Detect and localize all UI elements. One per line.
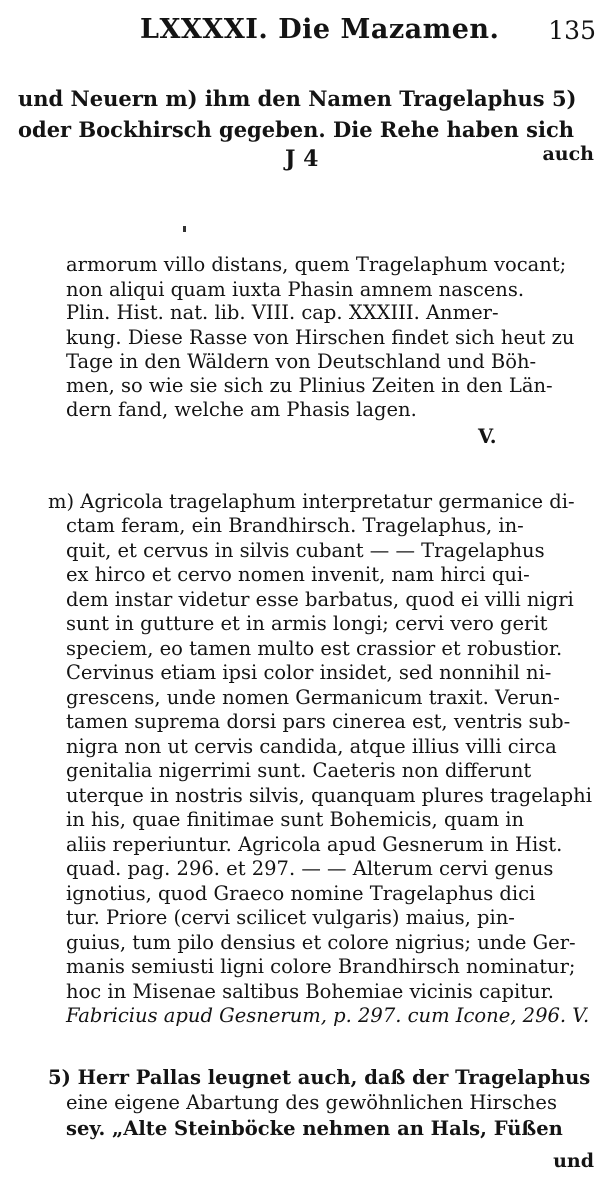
note-line: grescens, unde nomen Germanicum traxit. Verun- xyxy=(66,686,560,709)
note-line: sey. „Alte Steinböcke nehmen an Hals, Füßen xyxy=(66,1117,563,1140)
running-header xyxy=(0,14,614,54)
note-line: Fabricius apud Gesnerum, p. 297. cum Icone, 296. V. xyxy=(66,1004,590,1027)
note-line: eine eigene Abartung des gewöhnlichen Hirsches xyxy=(66,1091,557,1114)
ink-speck xyxy=(183,226,186,232)
note-line: dem instar videtur esse barbatus, quod ei villi nigri xyxy=(66,588,574,611)
note-end-mark: V. xyxy=(478,425,497,448)
note-line: aliis reperiuntur. Agricola apud Gesnerum in Hist. xyxy=(66,833,563,856)
note-line: Tage in den Wäldern von Deutschland und Böh- xyxy=(66,350,537,373)
note-line: tamen suprema dorsi pars cinerea est, ventris sub- xyxy=(66,710,571,733)
note-line: dern fand, welche am Phasis lagen. xyxy=(66,398,417,421)
note-line: men, so wie sie sich zu Plinius Zeiten in den Län- xyxy=(66,374,553,397)
note-line: guius, tum pilo densius et colore nigrius; unde Ger- xyxy=(66,931,576,954)
catchword-bottom: und xyxy=(553,1150,594,1172)
note-line: manis semiusti ligni colore Brandhirsch nominatur; xyxy=(66,955,576,978)
note-line: sunt in gutture et in armis longi; cervi vero gerit xyxy=(66,612,548,635)
note-line: tur. Priore (cervi scilicet vulgaris) maius, pin- xyxy=(66,906,515,929)
note-line: 5) Herr Pallas leugnet auch, daß der Tragelaphus xyxy=(48,1066,591,1089)
note-line: hoc in Misenae saltibus Bohemiae vicinis capitur. xyxy=(66,980,554,1003)
note-line: non aliqui quam iuxta Phasin amnem nascens. xyxy=(66,278,525,301)
main-text-line: und Neuern m) ihm den Namen Tragelaphus 5) xyxy=(18,86,577,111)
main-text-line: oder Bockhirsch gegeben. Die Rehe haben sich xyxy=(18,117,575,142)
note-line: nigra non ut cervis candida, atque illius villi circa xyxy=(66,735,557,758)
page-number: 135 xyxy=(548,16,596,45)
note-line: quad. pag. 296. et 297. — — Alterum cervi genus xyxy=(66,857,554,880)
note-line: armorum villo distans, quem Tragelaphum vocant; xyxy=(66,253,567,276)
note-line: ignotius, quod Graeco nomine Tragelaphus dici xyxy=(66,882,536,905)
note-line: kung. Diese Rasse von Hirschen findet sich heut zu xyxy=(66,326,575,349)
note-line: Cervinus etiam ipsi color insidet, sed nonnihil ni- xyxy=(66,661,552,684)
catchword-top: auch xyxy=(542,143,594,165)
note-line: uterque in nostris silvis, quanquam plures tragelaphi xyxy=(66,784,592,807)
note-line: speciem, eo tamen multo est crassior et robustior. xyxy=(66,637,563,660)
note-line: m) Agricola tragelaphum interpretatur germanice di- xyxy=(48,490,575,513)
note-line: ctam feram, ein Brandhirsch. Tragelaphus, in- xyxy=(66,514,524,537)
note-line: ex hirco et cervo nomen invenit, nam hirci qui- xyxy=(66,563,530,586)
note-line: quit, et cervus in silvis cubant — — Tragelaphus xyxy=(66,539,545,562)
note-line: Plin. Hist. nat. lib. VIII. cap. XXXIII. Anmer- xyxy=(66,301,499,324)
note-line: in his, quae finitimae sunt Bohemicis, quam in xyxy=(66,808,525,831)
signature-mark: J 4 xyxy=(285,146,319,172)
chapter-title: LXXXXI. Die Mazamen. xyxy=(140,14,500,45)
note-line: genitalia nigerrimi sunt. Caeteris non differunt xyxy=(66,759,532,782)
